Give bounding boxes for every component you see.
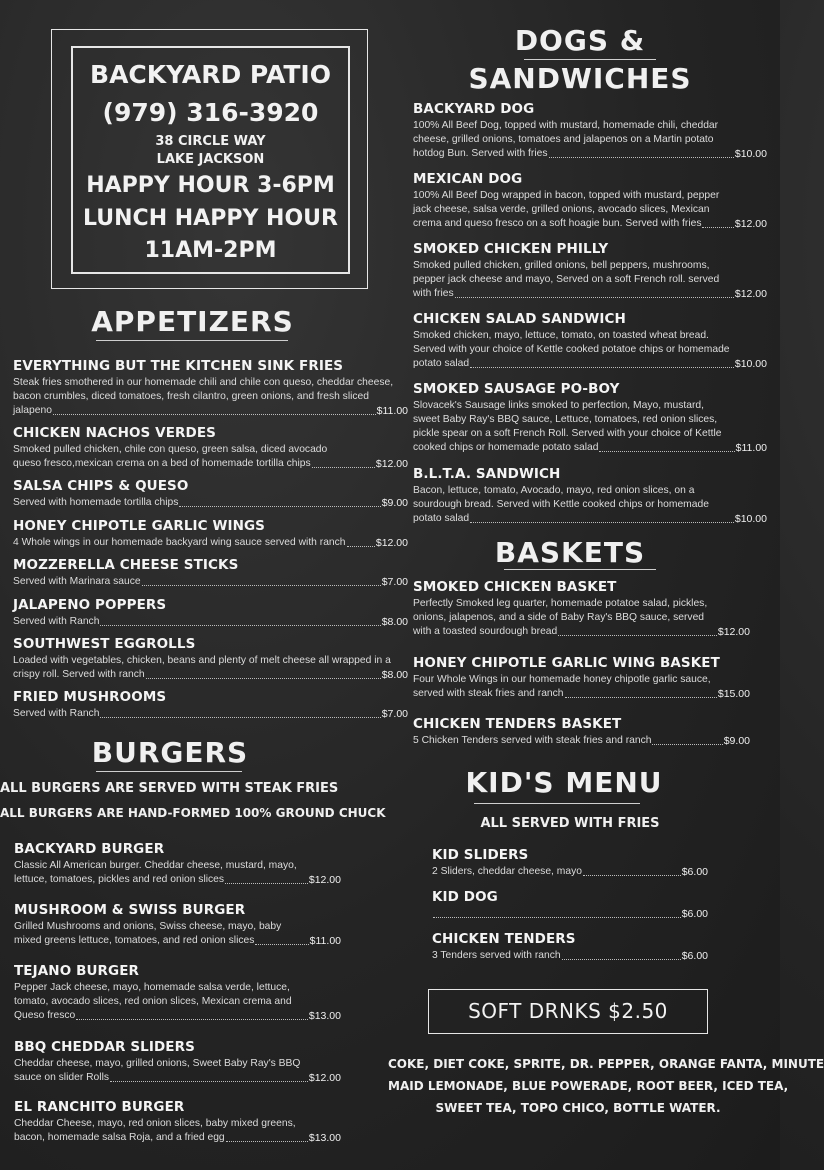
dogs-item bbox=[413, 311, 767, 371]
item-price: $10.00 bbox=[734, 513, 767, 525]
item-description-line: sourdough bread. Served with Kettle cooked chips or homemade bbox=[413, 499, 709, 510]
item-description bbox=[413, 329, 767, 371]
item-price: $12.00 bbox=[375, 537, 408, 549]
item-description bbox=[13, 615, 408, 629]
item-price: $6.00 bbox=[681, 908, 708, 920]
item-description bbox=[13, 536, 408, 550]
dogs-item bbox=[413, 101, 767, 161]
item-name: HONEY CHIPOTLE GARLIC WING BASKET bbox=[413, 655, 720, 671]
item-price: $11.00 bbox=[309, 935, 341, 947]
item-description-line: Smoked chicken, mayo, lettuce, tomato, on toasted wheat bread. bbox=[413, 330, 709, 341]
item-description-line: Pepper Jack cheese, mayo, homemade salsa verde, lettuce, bbox=[14, 982, 290, 993]
item-price: $6.00 bbox=[681, 866, 708, 878]
item-description-last-line: queso fresco,mexican crema on a bed of homemade tortilla chips bbox=[13, 458, 311, 469]
baskets-heading: BASKETS bbox=[494, 536, 646, 569]
dot-leader bbox=[142, 585, 381, 586]
dot-leader bbox=[53, 414, 376, 415]
baskets-item bbox=[413, 655, 750, 701]
appetizers-item bbox=[13, 636, 408, 682]
lunch-hours: 11AM-2PM bbox=[144, 238, 277, 263]
item-description-line: 100% All Beef Dog wrapped in bacon, topped with mustard, pepper bbox=[413, 190, 720, 201]
item-description bbox=[432, 865, 708, 879]
item-name: B.L.T.A. SANDWICH bbox=[413, 466, 561, 482]
item-name: BACKYARD BURGER bbox=[14, 841, 165, 857]
dot-leader bbox=[100, 717, 380, 718]
dot-leader bbox=[347, 546, 375, 547]
item-description bbox=[413, 597, 750, 639]
item-description-line: Slovacek's Sausage links smoked to perfection, Mayo, mustard, bbox=[413, 400, 704, 411]
item-name: BBQ CHEDDAR SLIDERS bbox=[14, 1039, 195, 1055]
item-price: $13.00 bbox=[308, 1010, 341, 1022]
item-price: $12.00 bbox=[375, 458, 408, 470]
item-description-line: tomato, avocado slices, red onion slices, Mexican crema and bbox=[14, 996, 292, 1007]
lunch-happy-hour: LUNCH HAPPY HOUR bbox=[83, 206, 338, 231]
item-description bbox=[413, 484, 767, 526]
burgers-item bbox=[14, 963, 341, 1023]
dogs-item bbox=[413, 171, 767, 231]
drinks-list-line2: MAID LEMONADE, BLUE POWERADE, ROOT BEER, ICED TEA, bbox=[388, 1079, 789, 1093]
item-description-last-line: jalapeno bbox=[13, 405, 52, 416]
dot-leader bbox=[110, 1081, 308, 1082]
phone-number[interactable]: (979) 316-3920 bbox=[102, 98, 319, 127]
item-description bbox=[13, 707, 408, 721]
item-description-last-line: bacon, homemade salsa Roja, and a fried egg bbox=[14, 1132, 225, 1143]
dot-leader bbox=[255, 944, 308, 945]
item-description-last-line: Served with Ranch bbox=[13, 616, 100, 627]
item-name: KID DOG bbox=[432, 889, 498, 905]
burgers-item bbox=[14, 902, 341, 948]
item-description-line: Four Whole Wings in our homemade honey chipotle garlic sauce, bbox=[413, 674, 711, 685]
kids-item bbox=[432, 889, 708, 921]
price-line bbox=[14, 1131, 341, 1145]
item-description-line: jack cheese, salsa verde, grilled onions, avocado slices, Mexican bbox=[413, 204, 710, 215]
item-description-last-line: served with steak fries and ranch bbox=[413, 688, 564, 699]
item-description-last-line: potato salad bbox=[413, 358, 470, 369]
price-line bbox=[432, 907, 708, 921]
price-line bbox=[432, 949, 708, 963]
dogs-underline bbox=[524, 59, 656, 60]
item-description-last-line: potato salad bbox=[413, 513, 470, 524]
dogs-item bbox=[413, 466, 767, 526]
address-city: LAKE JACKSON bbox=[156, 152, 265, 167]
dot-leader bbox=[599, 451, 734, 452]
dogs-item bbox=[413, 241, 767, 301]
burgers-heading: BURGERS bbox=[91, 736, 249, 769]
price-line bbox=[13, 457, 408, 471]
item-description bbox=[13, 376, 408, 418]
item-description bbox=[13, 575, 408, 589]
kids-heading: KID'S MENU bbox=[465, 766, 663, 799]
happy-hour: HAPPY HOUR 3-6PM bbox=[86, 173, 335, 198]
baskets-underline bbox=[504, 569, 656, 570]
item-name: HONEY CHIPOTLE GARLIC WINGS bbox=[13, 518, 265, 534]
item-description bbox=[14, 920, 341, 948]
item-name: MOZZERELLA CHEESE STICKS bbox=[13, 557, 239, 573]
item-description-line: sweet Baby Ray's BBQ sauce, Lettuce, tomatoes, red onion slices, bbox=[413, 414, 718, 425]
item-description bbox=[14, 859, 341, 887]
appetizers-item bbox=[13, 425, 408, 471]
item-description-line: Smoked pulled chicken, grilled onions, bell peppers, mushrooms, bbox=[413, 260, 710, 271]
dot-leader bbox=[565, 697, 717, 698]
item-description bbox=[432, 949, 708, 963]
item-description-last-line: with a toasted sourdough bread bbox=[413, 626, 558, 637]
burgers-note-fries: ALL BURGERS ARE SERVED WITH STEAK FRIES bbox=[0, 781, 339, 796]
burgers-underline bbox=[96, 771, 242, 772]
item-price: $12.00 bbox=[308, 874, 341, 886]
kids-item bbox=[432, 847, 708, 879]
item-description-line: Smoked pulled chicken, chile con queso, green salsa, diced avocado bbox=[13, 444, 328, 455]
item-price: $7.00 bbox=[381, 708, 408, 720]
appetizers-item bbox=[13, 478, 408, 510]
item-description-line: Classic All American burger. Cheddar cheese, mustard, mayo, bbox=[14, 860, 297, 871]
appetizers-heading: APPETIZERS bbox=[91, 305, 294, 338]
price-line bbox=[13, 707, 408, 721]
price-line bbox=[13, 615, 408, 629]
item-price: $11.00 bbox=[735, 442, 767, 454]
item-description-last-line: with fries bbox=[413, 288, 454, 299]
item-name: EL RANCHITO BURGER bbox=[14, 1099, 185, 1115]
price-line bbox=[413, 441, 767, 455]
price-line bbox=[413, 625, 750, 639]
item-name: EVERYTHING BUT THE KITCHEN SINK FRIES bbox=[13, 358, 344, 374]
kids-underline bbox=[474, 803, 640, 804]
price-line bbox=[413, 357, 767, 371]
item-name: MUSHROOM & SWISS BURGER bbox=[14, 902, 246, 918]
item-description-last-line: 5 Chicken Tenders served with steak fries and ranch bbox=[413, 735, 652, 746]
dot-leader bbox=[562, 959, 681, 960]
item-name: CHICKEN NACHOS VERDES bbox=[13, 425, 216, 441]
item-price: $12.00 bbox=[734, 218, 767, 230]
item-description-last-line: cooked chips or homemade potato salad bbox=[413, 442, 599, 453]
appetizers-item bbox=[13, 358, 408, 418]
dot-leader bbox=[100, 625, 380, 626]
dot-leader bbox=[226, 1141, 308, 1142]
item-price: $9.00 bbox=[381, 497, 408, 509]
item-description bbox=[14, 981, 341, 1023]
item-description bbox=[413, 119, 767, 161]
item-description bbox=[13, 654, 408, 682]
item-price: $10.00 bbox=[734, 358, 767, 370]
price-line bbox=[13, 496, 408, 510]
price-line bbox=[14, 1071, 341, 1085]
price-line bbox=[432, 865, 708, 879]
burgers-item bbox=[14, 1099, 341, 1145]
dot-leader bbox=[549, 157, 734, 158]
item-description bbox=[413, 189, 767, 231]
item-name: CHICKEN TENDERS bbox=[432, 931, 576, 947]
kids-item bbox=[432, 931, 708, 963]
dot-leader bbox=[652, 744, 722, 745]
appetizers-item bbox=[13, 557, 408, 589]
item-name: KID SLIDERS bbox=[432, 847, 529, 863]
item-name: TEJANO BURGER bbox=[14, 963, 140, 979]
dot-leader bbox=[312, 467, 375, 468]
item-description-line: Cheddar Cheese, mayo, red onion slices, baby mixed greens, bbox=[14, 1118, 296, 1129]
item-description bbox=[413, 673, 750, 701]
price-line bbox=[413, 147, 767, 161]
item-name: SOUTHWEST EGGROLLS bbox=[13, 636, 196, 652]
item-name: JALAPENO POPPERS bbox=[13, 597, 167, 613]
item-name: CHICKEN SALAD SANDWICH bbox=[413, 311, 626, 327]
item-description-last-line: lettuce, tomatoes, pickles and red onion slices bbox=[14, 874, 225, 885]
item-name: SALSA CHIPS & QUESO bbox=[13, 478, 189, 494]
item-description-line: Cheddar cheese, mayo, grilled onions, Sweet Baby Ray's BBQ bbox=[14, 1058, 301, 1069]
item-description-line: cheese, grilled onions, tomatoes and jalapenos on a Martin potato bbox=[413, 134, 714, 145]
dot-leader bbox=[702, 227, 733, 228]
item-description bbox=[13, 496, 408, 510]
kids-note: ALL SERVED WITH FRIES bbox=[480, 816, 660, 831]
item-name: CHICKEN TENDERS BASKET bbox=[413, 716, 622, 732]
baskets-item bbox=[413, 579, 750, 639]
price-line bbox=[413, 217, 767, 231]
baskets-item bbox=[413, 716, 750, 748]
dot-leader bbox=[433, 917, 681, 918]
item-name: SMOKED CHICKEN PHILLY bbox=[413, 241, 609, 257]
burgers-note-chuck: ALL BURGERS ARE HAND-FORMED 100% GROUND CHUCK bbox=[0, 806, 386, 820]
price-line bbox=[13, 668, 408, 682]
appetizers-item bbox=[13, 597, 408, 629]
item-description-line: bacon crumbles, diced tomatoes, fresh cilantro, green onions, and fresh sliced bbox=[13, 391, 370, 402]
price-line bbox=[13, 404, 408, 418]
price-line bbox=[413, 287, 767, 301]
item-description bbox=[413, 259, 767, 301]
dot-leader bbox=[470, 367, 734, 368]
item-description bbox=[413, 399, 767, 455]
item-description-line: 100% All Beef Dog, topped with mustard, homemade chili, cheddar bbox=[413, 120, 719, 131]
item-price: $8.00 bbox=[381, 669, 408, 681]
item-price: $12.00 bbox=[734, 288, 767, 300]
item-description-line: Bacon, lettuce, tomato, Avocado, mayo, red onion slices, on a bbox=[413, 485, 695, 496]
dot-leader bbox=[583, 875, 681, 876]
item-description-last-line: 3 Tenders served with ranch bbox=[432, 950, 561, 961]
item-description-line: Perfectly Smoked leg quarter, homemade potatoe salad, pickles, bbox=[413, 598, 708, 609]
item-name: SMOKED SAUSAGE PO-BOY bbox=[413, 381, 620, 397]
appetizers-underline bbox=[96, 340, 288, 341]
price-line bbox=[14, 1009, 341, 1023]
item-description-last-line: hotdog Bun. Served with fries bbox=[413, 148, 548, 159]
item-price: $7.00 bbox=[381, 576, 408, 588]
price-line bbox=[14, 873, 341, 887]
dot-leader bbox=[558, 635, 717, 636]
item-description bbox=[14, 1117, 341, 1145]
dot-leader bbox=[470, 522, 734, 523]
price-line bbox=[413, 512, 767, 526]
item-price: $9.00 bbox=[723, 735, 750, 747]
item-price: $10.00 bbox=[734, 148, 767, 160]
restaurant-name: BACKYARD PATIO bbox=[90, 60, 331, 89]
item-description-line: Grilled Mushrooms and onions, Swiss cheese, mayo, baby bbox=[14, 921, 282, 932]
item-description-last-line: 2 Sliders, cheddar cheese, mayo bbox=[432, 866, 582, 877]
item-description-line: Served with your choice of Kettle cooked potatoe chips or homemade bbox=[413, 344, 730, 355]
burgers-item bbox=[14, 1039, 341, 1085]
item-description-last-line: Served with homemade tortilla chips bbox=[13, 497, 179, 508]
item-name: BACKYARD DOG bbox=[413, 101, 535, 117]
appetizers-item bbox=[13, 689, 408, 721]
dot-leader bbox=[146, 678, 381, 679]
price-line bbox=[13, 575, 408, 589]
dogs-heading-line1: DOGS & bbox=[514, 24, 646, 57]
item-price: $12.00 bbox=[717, 626, 750, 638]
item-description-last-line: 4 Whole wings in our homemade backyard wing sauce served with ranch bbox=[13, 537, 346, 548]
item-description-last-line: Served with Marinara sauce bbox=[13, 576, 141, 587]
drinks-list-line3: SWEET TEA, TOPO CHICO, BOTTLE WATER. bbox=[435, 1101, 721, 1115]
item-description-line: onions, jalapenos, and a side of Baby Ray's BBQ sauce, served bbox=[413, 612, 705, 623]
item-description bbox=[432, 907, 708, 921]
price-line bbox=[14, 934, 341, 948]
item-description bbox=[413, 734, 750, 748]
item-description-line: Steak fries smothered in our homemade chili and chile con queso, cheddar cheese, bbox=[13, 377, 394, 388]
item-name: SMOKED CHICKEN BASKET bbox=[413, 579, 617, 595]
price-line bbox=[13, 536, 408, 550]
price-line bbox=[413, 687, 750, 701]
item-description bbox=[13, 443, 408, 471]
item-description-line: Loaded with vegetables, chicken, beans and plenty of melt cheese all wrapped in a bbox=[13, 655, 391, 666]
item-price: $8.00 bbox=[381, 616, 408, 628]
soft-drinks-box: SOFT DRNKS $2.50 bbox=[428, 989, 708, 1034]
dot-leader bbox=[76, 1019, 308, 1020]
item-description-last-line: sauce on slider Rolls bbox=[14, 1072, 110, 1083]
item-description bbox=[14, 1057, 341, 1085]
item-price: $13.00 bbox=[308, 1132, 341, 1144]
item-description-last-line: mixed greens lettuce, tomatoes, and red onion slices bbox=[14, 935, 255, 946]
item-price: $15.00 bbox=[717, 688, 750, 700]
address-street: 38 CIRCLE WAY bbox=[155, 134, 266, 149]
item-description-line: pepper jack cheese and mayo, Served on a soft French roll. served bbox=[413, 274, 720, 285]
dot-leader bbox=[455, 297, 734, 298]
price-line bbox=[413, 734, 750, 748]
dot-leader bbox=[225, 883, 308, 884]
dogs-heading-line2: SANDWICHES bbox=[468, 62, 692, 95]
item-name: MEXICAN DOG bbox=[413, 171, 523, 187]
item-price: $12.00 bbox=[308, 1072, 341, 1084]
item-name: FRIED MUSHROOMS bbox=[13, 689, 167, 705]
item-description-last-line: Queso fresco bbox=[14, 1010, 76, 1021]
burgers-item bbox=[14, 841, 341, 887]
item-description-last-line: Served with Ranch bbox=[13, 708, 100, 719]
dot-leader bbox=[179, 506, 380, 507]
item-description-line: pickle spear on a soft French Roll. Served with your choice of Kettle bbox=[413, 428, 722, 439]
dogs-item bbox=[413, 381, 767, 455]
item-price: $6.00 bbox=[681, 950, 708, 962]
item-description-last-line: crispy roll. Served with ranch bbox=[13, 669, 145, 680]
item-price: $11.00 bbox=[376, 405, 408, 417]
item-description-last-line: crema and queso fresco on a soft hoagie bun. Served with fries bbox=[413, 218, 702, 229]
appetizers-item bbox=[13, 518, 408, 550]
drinks-list-line1: COKE, DIET COKE, SPRITE, DR. PEPPER, ORANGE FANTA, MINUTE bbox=[388, 1057, 824, 1071]
